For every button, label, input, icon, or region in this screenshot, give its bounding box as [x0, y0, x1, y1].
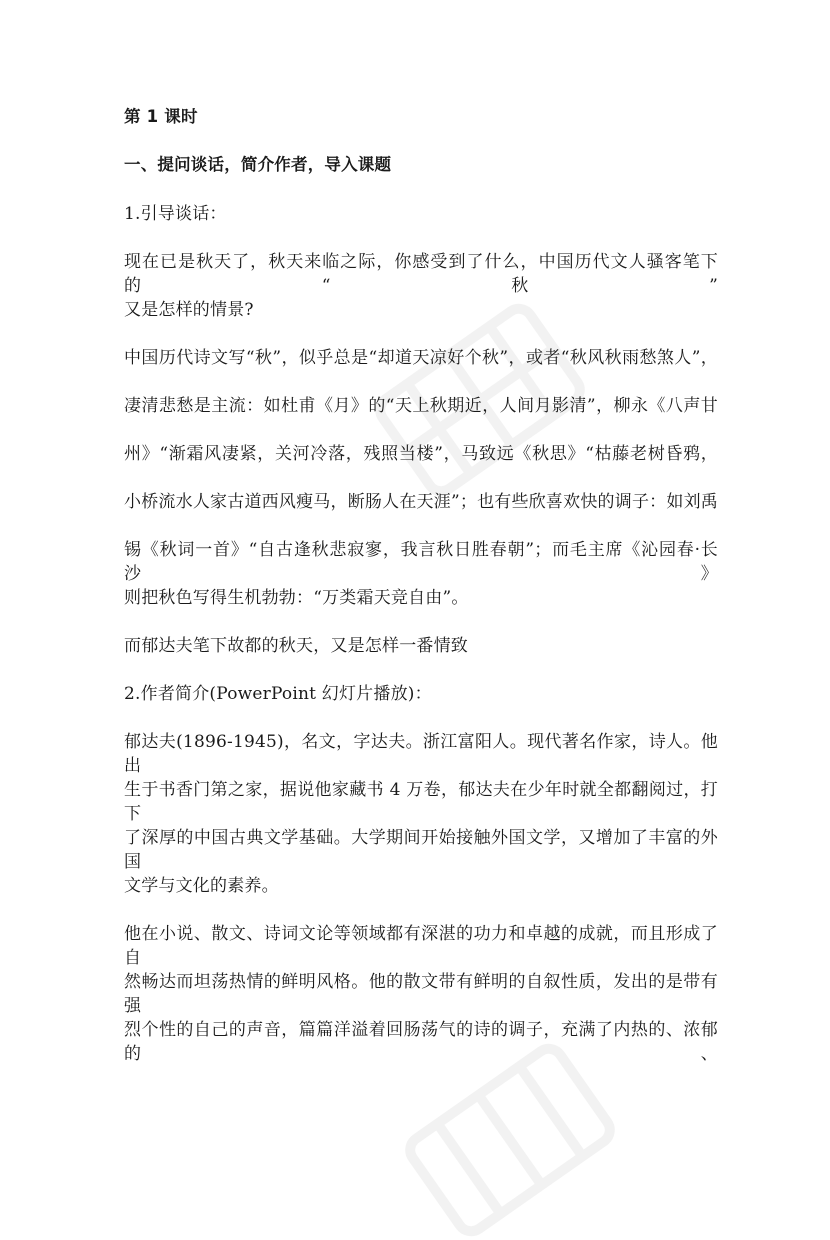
paragraph-line: 锡《秋词一首》“自古逢秋悲寂寥，我言秋日胜春朝”；而毛主席《沁园春·长沙》: [124, 540, 718, 584]
paragraph-line: 又是怎样的情景?: [124, 300, 254, 320]
paragraph-line: 他在小说、散文、诗词文论等领域都有深湛的功力和卓越的成就，而且形成了自: [124, 924, 718, 968]
paragraph-line: 中国历代诗文写“秋”，似乎总是“却道天凉好个秋”，或者“秋风秋雨愁煞人”，: [124, 348, 718, 368]
paragraph-line: 凄清悲愁是主流：如杜甫《月》的“天上秋期近，人间月影清”，柳永《八声甘: [124, 396, 718, 416]
paragraph-line: 生于书香门第之家，据说他家藏书 4 万卷，郁达夫在少年时就全都翻阅过，打下: [124, 780, 718, 824]
paragraph-line: 烈个性的自己的声音，篇篇洋溢着回肠荡气的诗的调子，充满了内热的、浓郁的、: [124, 1020, 718, 1064]
section-heading: 一、提问谈话，简介作者，导入课题: [124, 155, 392, 174]
paragraph-line: 然畅达而坦荡热情的鲜明风格。他的散文带有鲜明的自叙性质，发出的是带有强: [124, 972, 718, 1016]
paragraph-line: 则把秋色写得生机勃勃：“万类霜天竞自由”。: [124, 588, 469, 608]
paragraph-line: 而郁达夫笔下故都的秋天，又是怎样一番情致: [124, 636, 468, 656]
subheading-guide-talk: 1.引导谈话：: [124, 204, 227, 224]
lesson-title: 第 1 课时: [124, 107, 198, 126]
paragraph-line: 了深厚的中国古典文学基础。大学期间开始接触外国文学，又增加了丰富的外国: [124, 828, 718, 872]
paragraph-line: 州》“渐霜风凄紧，关河冷落，残照当楼”，马致远《秋思》“枯藤老树昏鸦，: [124, 444, 718, 464]
paragraph-line: 郁达夫(1896-1945)，名文，字达夫。浙江富阳人。现代著名作家，诗人。他出: [124, 732, 718, 776]
paragraph-line: 现在已是秋天了，秋天来临之际，你感受到了什么，中国历代文人骚客笔下的“秋”: [124, 252, 718, 296]
paragraph-line: 文学与文化的素养。: [124, 876, 279, 896]
watermark-stamp-bottom: [360, 1040, 660, 1240]
paragraph-line: 小桥流水人家古道西风瘦马，断肠人在天涯”；也有些欣喜欢快的调子：如刘禹: [124, 492, 718, 512]
subheading-author-intro: 2.作者简介(PowerPoint 幻灯片播放)：: [124, 684, 432, 704]
